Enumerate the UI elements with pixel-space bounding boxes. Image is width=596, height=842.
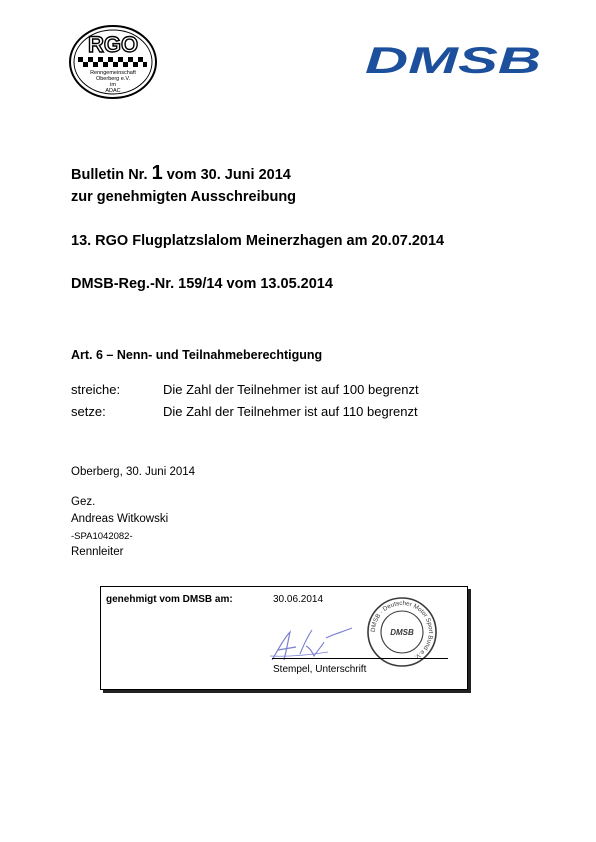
approval-label: genehmigt vom DMSB am: (106, 594, 233, 605)
event-title: 13. RGO Flugplatzslalom Meinerzhagen am 20.07.2014 (71, 233, 445, 249)
article-row-1-label: streiche: (71, 382, 121, 397)
bulletin-line-1 (71, 162, 291, 185)
article-row-2-label: setze: (71, 404, 106, 419)
signoff-name: Andreas Witkowski (71, 513, 169, 525)
signature-line (272, 658, 448, 659)
signature-caption: Stempel, Unterschrift (273, 664, 367, 675)
article-row-2-text: Die Zahl der Teilnehmer ist auf 110 begrenzt (163, 404, 418, 419)
signoff-license: -SPA1042082- (71, 531, 133, 542)
signoff-role: Rennleiter (71, 546, 124, 558)
rgo-letters: RGO (87, 32, 139, 57)
article-row-1-text: Die Zahl der Teilnehmer ist auf 100 begrenzt (163, 382, 419, 397)
rgo-line-4: ADAC (105, 88, 121, 94)
signoff-gez: Gez. (71, 496, 96, 508)
dmsb-logo-text: DMSB (365, 44, 541, 76)
stamp-center-text: DMSB (390, 628, 414, 637)
bulletin-number: 1 (151, 162, 163, 184)
bulletin-line-2: zur genehmigten Ausschreibung (71, 189, 297, 205)
place-date: Oberberg, 30. Juni 2014 (71, 466, 196, 478)
stamp-ring-text: DMSB · Deutscher Motor Sport Bund e.V. (369, 599, 435, 661)
article-heading: Art. 6 – Nenn- und Teilnahmeberechtigung (71, 348, 323, 362)
rgo-logo (68, 24, 158, 100)
dmsb-logo (364, 44, 542, 76)
approval-date: 30.06.2014 (273, 594, 324, 605)
bulletin-date: vom 30. Juni 2014 (166, 167, 291, 183)
bulletin-prefix: Bulletin Nr. (71, 167, 148, 183)
registration-number: DMSB-Reg.-Nr. 159/14 vom 13.05.2014 (71, 276, 333, 292)
rgo-line-1: Renngemeinschaft (90, 70, 136, 76)
rgo-line-3: im (110, 82, 116, 88)
rgo-line-2: Oberberg e.V. (95, 76, 131, 82)
